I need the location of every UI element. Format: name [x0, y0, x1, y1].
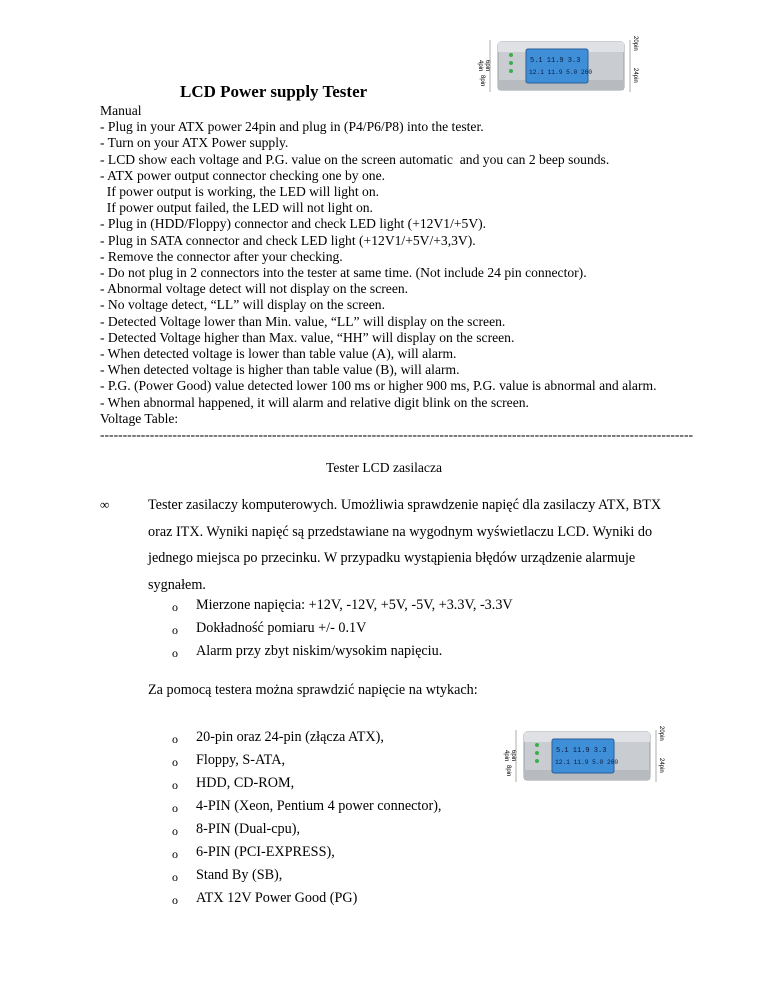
manual-line: - Detected Voltage higher than Max. value, “HH” will display on the screen. [100, 329, 515, 345]
connector-item: 8-PIN (Dual-cpu), [196, 821, 301, 837]
connector-item: ATX 12V Power Good (PG) [196, 890, 358, 906]
list-bullet-icon: o [172, 847, 178, 861]
manual-line: - Detected Voltage lower than Min. value, “LL” will display on the screen. [100, 313, 506, 329]
manual-line: If power output is working, the LED will light on. [100, 184, 380, 200]
manual-lines [100, 119, 750, 378]
list-bullet-icon: o [172, 801, 178, 815]
feature-item: Alarm przy zbyt niskim/wysokim napięciu. [196, 643, 443, 659]
connector-item: 20-pin oraz 24-pin (złącza ATX), [196, 729, 384, 745]
connector-item: Stand By (SB), [196, 867, 283, 883]
manual-section [100, 103, 750, 443]
manual-line: - No voltage detect, “LL” will display on the screen. [100, 297, 385, 313]
svg-text:5.1 11.9 3.3: 5.1 11.9 3.3 [530, 57, 581, 65]
manual-line: - When detected voltage is lower than table value (A), will alarm. [100, 346, 457, 362]
list-bullet-icon: o [172, 893, 178, 907]
manual-line: If power output failed, the LED will not light on. [100, 200, 373, 216]
device-label-6pin: 6pin [510, 750, 516, 762]
manual-line: - ATX power output connector checking one by one. [100, 167, 386, 183]
connector-item: 6-PIN (PCI-EXPRESS), [196, 844, 335, 860]
manual-line: - Do not plug in 2 connectors into the tester at same time. (Not include 24 pin connector). [100, 265, 587, 281]
list-bullet-icon: o [172, 646, 178, 660]
manual-line: - Plug in (HDD/Floppy) connector and check LED light (+12V1/+5V). [100, 216, 487, 232]
list-bullet-icon: o [172, 824, 178, 838]
manual-line: - Remove the connector after your checking. [100, 248, 343, 264]
device-label-24pin: 24pin [632, 68, 638, 83]
connector-item: HDD, CD-ROM, [196, 775, 295, 791]
device-label-24pin: 24pin [658, 758, 664, 773]
list-bullet-icon: o [172, 600, 178, 614]
device-label-8pin: 8pin [479, 75, 485, 87]
manual-line-pg: - P.G. (Power Good) value detected lower 100 ms or higher 900 ms, P.G. value is abnormal and alarm. [100, 378, 657, 394]
tester-device-image-top [470, 30, 650, 100]
device-label-20pin: 20pin [632, 36, 638, 51]
manual-line: - LCD show each voltage and P.G. value on the screen automatic and you can 2 beep sounds. [100, 151, 610, 167]
separator-line: ----------------------------------------------------------------------------------------------------------------------------------- [100, 427, 694, 443]
manual-line: - Plug in your ATX power 24pin and plug in (P4/P6/P8) into the tester. [100, 119, 484, 135]
list-bullet-icon: o [172, 732, 178, 746]
voltage-table-label: Voltage Table: [100, 410, 179, 426]
manual-line: - When detected voltage is higher than table value (B), will alarm. [100, 362, 460, 378]
manual-line: - Turn on your ATX Power supply. [100, 135, 289, 151]
svg-text:12.1 11.9 5.0 260: 12.1 11.9 5.0 260 [529, 69, 593, 76]
device-label-20pin: 20pin [658, 726, 664, 741]
list-bullet-icon: o [172, 623, 178, 637]
svg-text:5.1 11.9 3.3: 5.1 11.9 3.3 [556, 747, 607, 755]
device-label-6pin: 6pin [484, 60, 490, 72]
manual-line-abnormal: - When abnormal happened, it will alarm and relative digit blink on the screen. [100, 394, 529, 410]
list-bullet-icon: o [172, 778, 178, 792]
feature-item: Mierzone napięcia: +12V, -12V, +5V, -5V, +3.3V, -3.3V [196, 597, 513, 613]
device-label-4pin: 4pin [503, 750, 509, 762]
manual-heading: Manual [100, 103, 142, 118]
connector-item: 4-PIN (Xeon, Pentium 4 power connector), [196, 798, 442, 814]
list-bullet-icon: o [172, 870, 178, 884]
infinity-bullet-icon: ∞ [100, 497, 110, 512]
feature-item: Dokładność pomiaru +/- 0.1V [196, 620, 367, 636]
device-label-8pin: 8pin [505, 765, 511, 777]
polish-description: Tester zasilaczy komputerowych. Umożliwia sprawdzenie napięć dla zasilaczy ATX, BTX oraz ITX. Wyniki napięć są przedstawiane na wygodnym wyświetlaczu LCD. Wyniki do jednego miejsca po przecinku. W przypadku wystąpienia błędów urządzenie alarmuje sygnałem. [148, 497, 662, 593]
tester-device-image-bottom [496, 720, 676, 790]
list-bullet-icon: o [172, 755, 178, 769]
connector-item: Floppy, S-ATA, [196, 752, 285, 768]
document-title: LCD Power supply Tester [180, 82, 368, 101]
device-label-4pin: 4pin [477, 60, 483, 72]
manual-line: - Abnormal voltage detect will not display on the screen. [100, 281, 409, 297]
polish-description-item [100, 492, 680, 598]
polish-title: Tester LCD zasilacza [325, 460, 443, 475]
manual-line: - Plug in SATA connector and check LED light (+12V1/+5V/+3,3V). [100, 232, 476, 248]
connectors-intro: Za pomocą testera można sprawdzić napięcie na wtykach: [148, 682, 478, 698]
svg-text:12.1 11.9 5.0 260: 12.1 11.9 5.0 260 [555, 759, 619, 766]
